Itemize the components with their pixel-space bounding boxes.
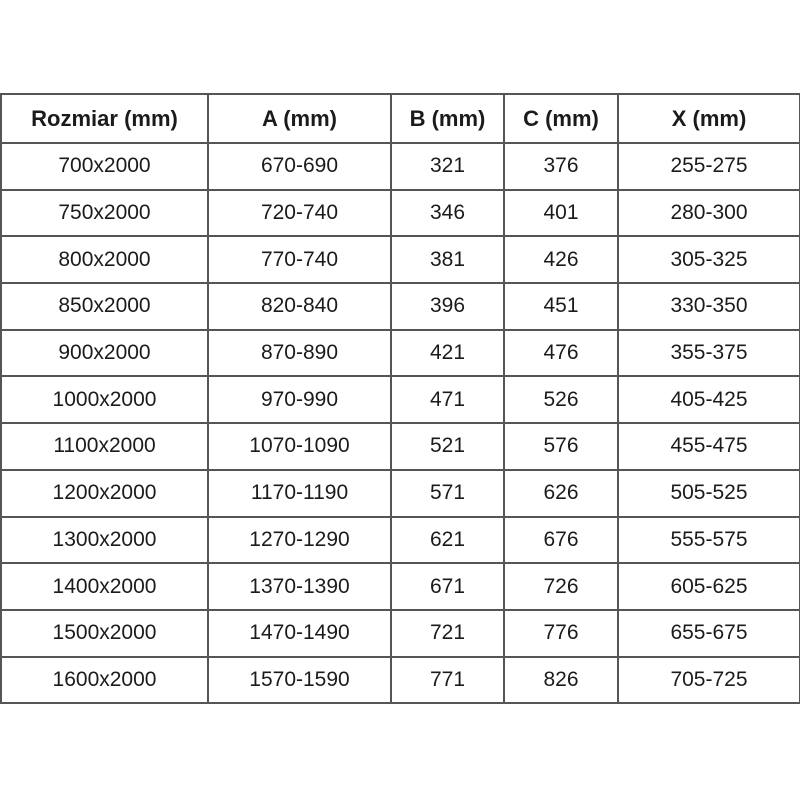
table-cell: 1300x2000 <box>1 517 208 564</box>
table-cell: 330-350 <box>618 283 800 330</box>
table-cell: 705-725 <box>618 657 800 704</box>
table-cell: 1100x2000 <box>1 423 208 470</box>
table-cell: 1070-1090 <box>208 423 391 470</box>
table-cell: 396 <box>391 283 504 330</box>
table-cell: 401 <box>504 190 618 237</box>
table-cell: 850x2000 <box>1 283 208 330</box>
table-row <box>1 143 800 190</box>
table-cell: 280-300 <box>618 190 800 237</box>
header-b: B (mm) <box>391 94 504 143</box>
table-cell: 421 <box>391 330 504 377</box>
table-cell: 1570-1590 <box>208 657 391 704</box>
table-cell: 471 <box>391 376 504 423</box>
table-cell: 405-425 <box>618 376 800 423</box>
table-cell: 655-675 <box>618 610 800 657</box>
table-cell: 700x2000 <box>1 143 208 190</box>
table-cell: 726 <box>504 563 618 610</box>
table-cell: 521 <box>391 423 504 470</box>
table-cell: 720-740 <box>208 190 391 237</box>
table-cell: 355-375 <box>618 330 800 377</box>
table-cell: 321 <box>391 143 504 190</box>
table-cell: 555-575 <box>618 517 800 564</box>
table-cell: 505-525 <box>618 470 800 517</box>
table-cell: 1270-1290 <box>208 517 391 564</box>
table-cell: 800x2000 <box>1 236 208 283</box>
table-cell: 1500x2000 <box>1 610 208 657</box>
table-cell: 870-890 <box>208 330 391 377</box>
table-cell: 346 <box>391 190 504 237</box>
table-cell: 381 <box>391 236 504 283</box>
table-row <box>1 470 800 517</box>
header-rozmiar: Rozmiar (mm) <box>1 94 208 143</box>
table-cell: 671 <box>391 563 504 610</box>
table-row <box>1 610 800 657</box>
table-cell: 451 <box>504 283 618 330</box>
table-row <box>1 283 800 330</box>
table-cell: 621 <box>391 517 504 564</box>
table-cell: 670-690 <box>208 143 391 190</box>
table-cell: 776 <box>504 610 618 657</box>
header-a: A (mm) <box>208 94 391 143</box>
table-row <box>1 376 800 423</box>
size-spec-table <box>0 93 800 704</box>
table-cell: 770-740 <box>208 236 391 283</box>
table-cell: 1400x2000 <box>1 563 208 610</box>
table-cell: 1370-1390 <box>208 563 391 610</box>
table-row <box>1 423 800 470</box>
table-row <box>1 563 800 610</box>
table-row <box>1 236 800 283</box>
table-row <box>1 330 800 377</box>
table-row <box>1 517 800 564</box>
table-cell: 476 <box>504 330 618 377</box>
table-row <box>1 657 800 704</box>
table-cell: 455-475 <box>618 423 800 470</box>
table-cell: 820-840 <box>208 283 391 330</box>
table-cell: 426 <box>504 236 618 283</box>
table-cell: 1600x2000 <box>1 657 208 704</box>
table-cell: 305-325 <box>618 236 800 283</box>
header-x: X (mm) <box>618 94 800 143</box>
table-cell: 1200x2000 <box>1 470 208 517</box>
table-cell: 970-990 <box>208 376 391 423</box>
table-cell: 1000x2000 <box>1 376 208 423</box>
table-cell: 1470-1490 <box>208 610 391 657</box>
table-cell: 376 <box>504 143 618 190</box>
table-cell: 771 <box>391 657 504 704</box>
table-cell: 255-275 <box>618 143 800 190</box>
table-cell: 1170-1190 <box>208 470 391 517</box>
table-cell: 576 <box>504 423 618 470</box>
table-cell: 900x2000 <box>1 330 208 377</box>
header-c: C (mm) <box>504 94 618 143</box>
table-cell: 605-625 <box>618 563 800 610</box>
table-cell: 571 <box>391 470 504 517</box>
header-row <box>1 94 800 143</box>
table-cell: 626 <box>504 470 618 517</box>
table-cell: 721 <box>391 610 504 657</box>
table-row <box>1 190 800 237</box>
table-cell: 826 <box>504 657 618 704</box>
table-cell: 526 <box>504 376 618 423</box>
table-cell: 750x2000 <box>1 190 208 237</box>
table-cell: 676 <box>504 517 618 564</box>
